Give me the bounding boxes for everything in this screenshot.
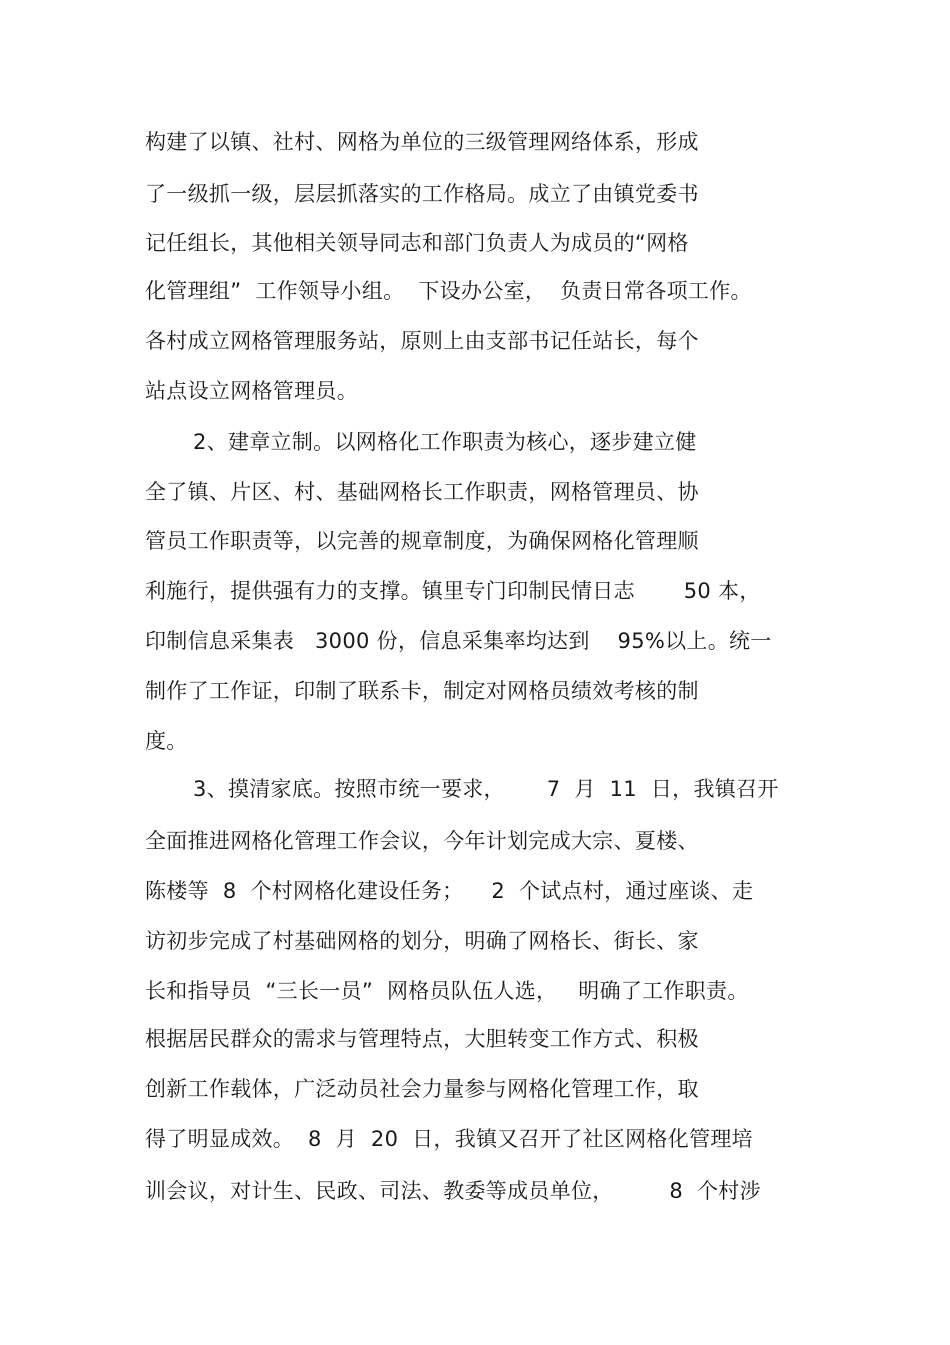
text-line: 度。 (145, 729, 188, 753)
text-line: 管员工作职责等，以完善的规章制度，为确保网格化管理顺 (145, 529, 699, 553)
text-line: 训会议，对计生、民政、司法、教委等成员单位， 8 个村涉 (145, 1179, 761, 1203)
text-line: 各村成立网格管理服务站，原则上由支部书记任站长，每个 (145, 329, 699, 353)
paragraph-heading: 2、建章立制。以网格化工作职责为核心，逐步建立健 (193, 430, 697, 454)
text-line: 长和指导员 “三长一员” 网格员队伍人选， 明确了工作职责。 (145, 979, 749, 1003)
text-line: 陈楼等 8 个村网格化建设任务； 2 个试点村，通过座谈、走 (145, 879, 754, 903)
text-line: 全面推进网格化管理工作会议，今年计划完成大宗、夏楼、 (145, 829, 699, 853)
text-line: 了一级抓一级，层层抓落实的工作格局。成立了由镇党委书 (145, 182, 699, 206)
text-line: 印制信息采集表 3000 份，信息采集率均达到 95%以上。统一 (145, 629, 772, 653)
text-line: 站点设立网格管理员。 (145, 379, 358, 403)
text-line: 访初步完成了村基础网格的划分，明确了网格长、街长、家 (145, 929, 699, 953)
text-line: 构建了以镇、社村、网格为单位的三级管理网络体系，形成 (145, 130, 699, 154)
text-line: 制作了工作证，印制了联系卡，制定对网格员绩效考核的制 (145, 679, 699, 703)
text-line: 化管理组” 工作领导小组。 下设办公室， 负责日常各项工作。 (145, 279, 752, 303)
text-line: 记任组长，其他相关领导同志和部门负责人为成员的“网格 (145, 231, 689, 255)
text-line: 创新工作载体，广泛动员社会力量参与网格化管理工作，取 (145, 1077, 699, 1101)
text-line: 根据居民群众的需求与管理特点，大胆转变工作方式、积极 (145, 1027, 699, 1051)
paragraph-heading: 3、摸清家底。按照市统一要求， 7 月 11 日，我镇召开 (193, 777, 779, 801)
text-line: 利施行，提供强有力的支撑。镇里专门印制民情日志 50 本， (145, 579, 761, 603)
text-line: 全了镇、片区、村、基础网格长工作职责，网格管理员、协 (145, 480, 699, 504)
text-line: 得了明显成效。 8 月 20 日，我镇又召开了社区网格化管理培 (145, 1127, 753, 1151)
